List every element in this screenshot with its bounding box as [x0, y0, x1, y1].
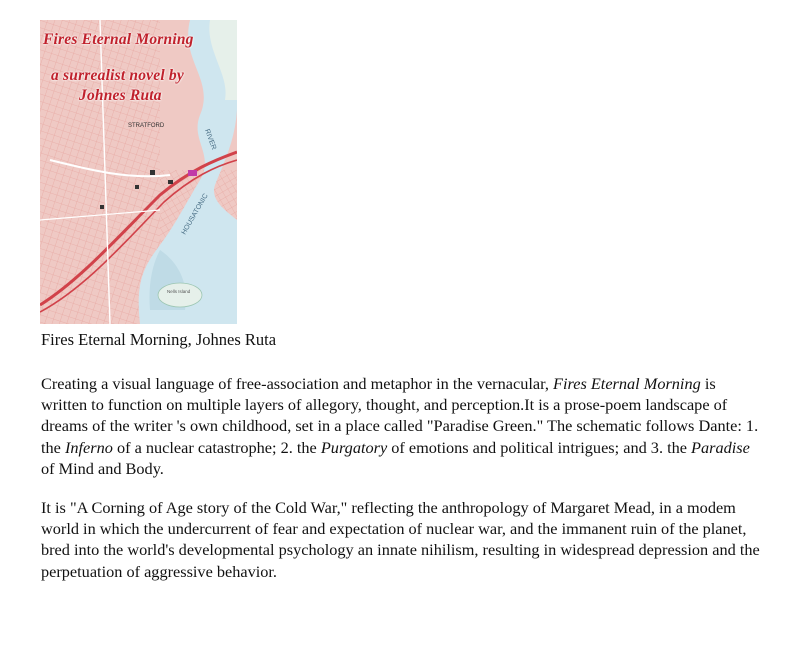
p1-text-2: is written to function on multiple layers of allegory, thought, and perception.It is a prose-poem landscape of dreams of the writer 's own childhood, set in a place called "Paradise Green." The schematic follows Dante: 1. the	[41, 374, 759, 457]
image-caption: Fires Eternal Morning, Johnes Ruta	[41, 330, 277, 349]
cover-title: Fires Eternal Morning	[43, 31, 194, 48]
map-label-island: Nells Island	[167, 289, 191, 294]
map-label-river: RIVER	[203, 128, 218, 151]
cover-author: Johnes Ruta	[79, 87, 162, 104]
p1-text-1: Creating a visual language of free-association and metaphor in the vernacular,	[41, 374, 554, 393]
map-label-housatonic: HOUSATONIC	[180, 192, 210, 236]
p1-italic-paradise: Paradise	[691, 437, 750, 457]
p1-text-3: of a nuclear catastrophe; 2. the	[112, 437, 321, 457]
p1-text-5: of Mind and Body.	[41, 458, 164, 478]
p1-italic-purgatory: Purgatory	[320, 437, 388, 457]
p1-italic-title: Fires Eternal Morning	[553, 374, 701, 393]
book-cover-image	[40, 20, 237, 324]
cover-subtitle: a surrealist novel by	[51, 67, 184, 84]
description-paragraph-1	[41, 373, 761, 479]
topographic-map-graphic	[40, 20, 237, 324]
map-label-stratford: STRATFORD	[128, 123, 165, 129]
p1-italic-inferno: Inferno	[64, 437, 113, 457]
description-paragraph-2: It is "A Corning of Age story of the Cold War," reflecting the anthropology of Margaret Mead, in a modem world in which the undercurrent of fear and expectation of nuclear war, and the immanent ruin of the planet, bred into the world's developmental psychology an innate nihilism, resulting in widespread depression and the perpetuation of aggressive behavior.	[41, 498, 760, 581]
p1-text-4: of emotions and political intrigues; and 3. the	[387, 437, 692, 457]
